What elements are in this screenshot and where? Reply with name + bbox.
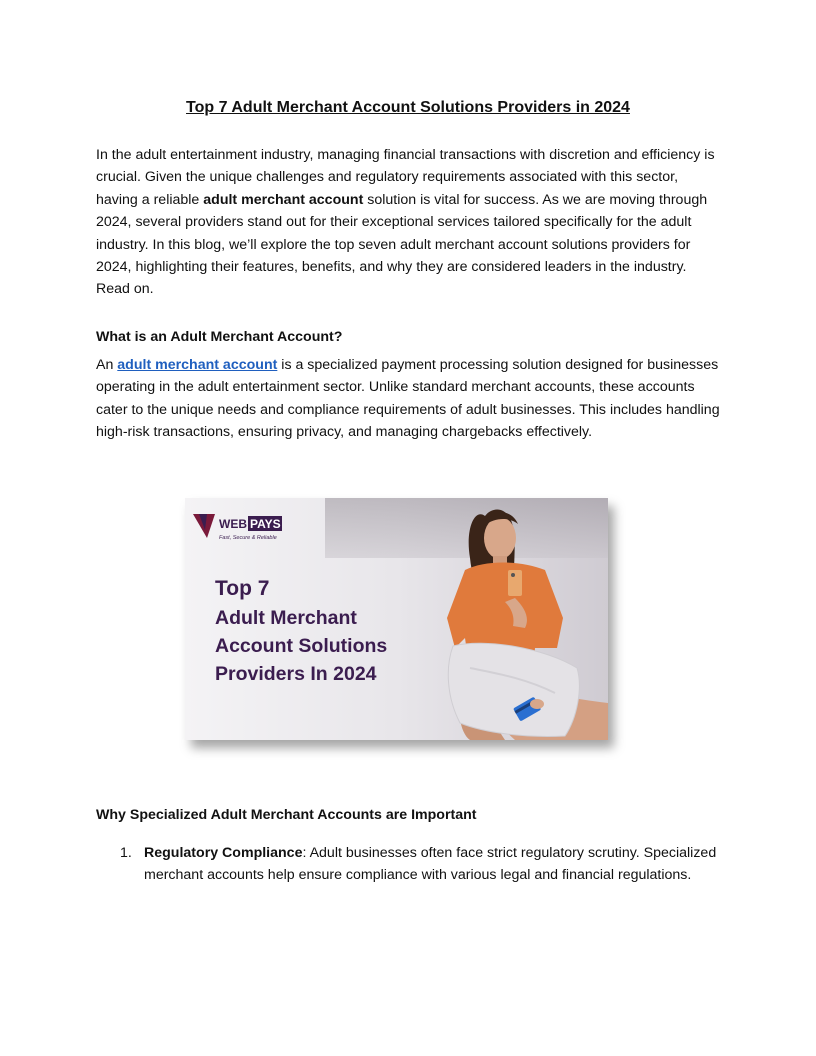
banner-line-1: Top 7: [215, 577, 270, 600]
list-item-text: [144, 842, 720, 887]
logo-web-text: WEB: [219, 517, 247, 531]
blog-banner-image: [185, 498, 608, 740]
section-heading-what-is: What is an Adult Merchant Account?: [96, 329, 343, 345]
banner-line-4: Providers In 2024: [215, 663, 377, 685]
definition-text: is a specialized payment processing solution designed for businesses operating in the adult entertainment sector. Unlike standard merchant accounts, these accounts cater to the unique needs and compliance requirements of adult businesses. This includes handling high-risk transactions, ensuring privacy, and managing chargebacks effectively.: [96, 357, 720, 441]
definition-paragraph: [96, 354, 720, 444]
list-item-bold: Regulatory Compliance: [144, 845, 303, 861]
adult-merchant-account-link[interactable]: adult merchant account: [117, 357, 278, 373]
list-item: [96, 842, 720, 887]
list-item-number: 1.: [120, 845, 132, 861]
definition-prefix: An: [96, 357, 118, 373]
intro-text-2: solution is vital for success. As we are moving through 2024, several providers stand out for their exceptional services tailored specifically for the adult industry. In this blog, we’ll explore the top seven adult merchant account solutions providers for 2024, highlighting their features, benefits, and why they are considered leaders in the industry. Read on.: [96, 191, 708, 298]
banner-line-3: Account Solutions: [215, 635, 388, 657]
document-title: Top 7 Adult Merchant Account Solutions Providers in 2024: [186, 99, 630, 116]
intro-paragraph: [96, 144, 720, 301]
intro-bold-term: adult merchant account: [203, 191, 364, 208]
logo-pays-text: PAYS: [250, 517, 281, 531]
logo-tagline: Fast, Secure & Reliable: [219, 535, 277, 541]
section-heading-why: Why Specialized Adult Merchant Accounts are Important: [96, 807, 477, 823]
list-item-body: : Adult businesses often face strict regulatory scrutiny. Specialized merchant accounts help ensure compliance with various legal and financial regulations.: [144, 845, 717, 884]
document-page: [96, 96, 720, 884]
banner-graphic: [185, 498, 608, 740]
intro-text-1: In the adult entertainment industry, managing financial transactions with discretion and efficiency is crucial. Given the unique challenges and regulatory requirements associated with this sector, having a reliable: [96, 147, 715, 208]
importance-list: [96, 842, 720, 887]
banner-line-2: Adult Merchant: [215, 607, 357, 629]
